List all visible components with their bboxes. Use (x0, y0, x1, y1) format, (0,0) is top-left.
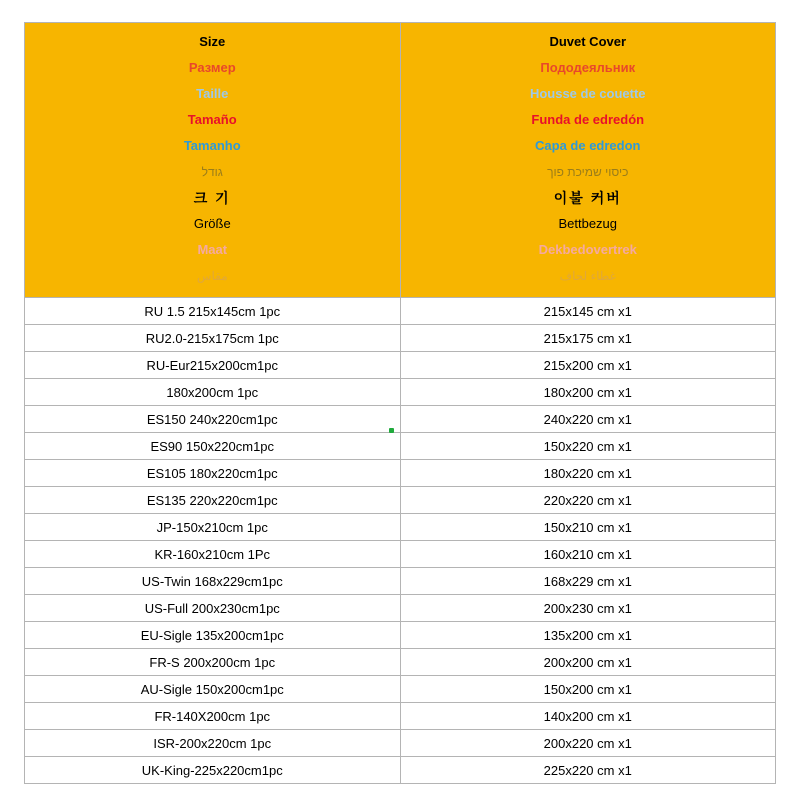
header-label-he: גודל (201, 165, 223, 179)
header-label-ko: 이불 커버 (553, 190, 622, 206)
cell-duvet-cover: 200x220 cm x1 (400, 730, 776, 757)
cell-duvet-cover: 225x220 cm x1 (400, 757, 776, 784)
cell-duvet-cover: 200x200 cm x1 (400, 649, 776, 676)
table-row (25, 325, 776, 352)
cell-duvet-cover: 180x220 cm x1 (400, 460, 776, 487)
cell-size: FR-140X200cm 1pc (25, 703, 401, 730)
header-label-he: כיסוי שמיכת פוך (547, 165, 629, 179)
green-marker-dot (389, 428, 394, 433)
cell-duvet-cover: 140x200 cm x1 (400, 703, 776, 730)
table-row (25, 568, 776, 595)
header-label-de: Bettbezug (558, 216, 618, 231)
table-row (25, 352, 776, 379)
cell-duvet-cover: 215x200 cm x1 (400, 352, 776, 379)
cell-duvet-cover: 215x175 cm x1 (400, 325, 776, 352)
cell-size: AU-Sigle 150x200cm1pc (25, 676, 401, 703)
table-row (25, 298, 776, 325)
cell-size: FR-S 200x200cm 1pc (25, 649, 401, 676)
table-row (25, 649, 776, 676)
cell-size: US-Full 200x230cm1pc (25, 595, 401, 622)
header-label-de: Größe (193, 216, 231, 231)
table-body (25, 23, 776, 784)
header-cell-size (25, 23, 401, 298)
header-label-fr: Taille (196, 86, 229, 101)
cell-size: ES135 220x220cm1pc (25, 487, 401, 514)
header-label-nl: Maat (197, 242, 228, 257)
table-row (25, 379, 776, 406)
cell-duvet-cover: 160x210 cm x1 (400, 541, 776, 568)
cell-size: JP-150x210cm 1pc (25, 514, 401, 541)
cell-size: ES90 150x220cm1pc (25, 433, 401, 460)
header-label-ru: Размер (188, 60, 236, 75)
cell-size: RU-Eur215x200cm1pc (25, 352, 401, 379)
cell-duvet-cover: 180x200 cm x1 (400, 379, 776, 406)
table-row (25, 433, 776, 460)
cell-duvet-cover: 240x220 cm x1 (400, 406, 776, 433)
header-label-en: Size (199, 34, 226, 49)
cell-size: ES150 240x220cm1pc (25, 406, 401, 433)
table-row (25, 757, 776, 784)
cell-duvet-cover: 168x229 cm x1 (400, 568, 776, 595)
table-row (25, 541, 776, 568)
cell-duvet-cover: 220x220 cm x1 (400, 487, 776, 514)
cell-duvet-cover: 150x210 cm x1 (400, 514, 776, 541)
table-header-row (25, 23, 776, 298)
table-row (25, 622, 776, 649)
header-label-ko: 크 기 (193, 190, 231, 206)
header-label-ar: مقاس (196, 269, 228, 283)
header-label-nl: Dekbedovertrek (538, 242, 637, 257)
cell-duvet-cover: 135x200 cm x1 (400, 622, 776, 649)
header-label-es: Funda de edredón (531, 112, 645, 127)
header-label-pt: Tamanho (183, 138, 241, 153)
header-label-en: Duvet Cover (549, 34, 627, 49)
cell-size: UK-King-225x220cm1pc (25, 757, 401, 784)
cell-size: 180x200cm 1pc (25, 379, 401, 406)
cell-size: US-Twin 168x229cm1pc (25, 568, 401, 595)
header-label-fr: Housse de couette (529, 86, 646, 101)
cell-duvet-cover: 150x200 cm x1 (400, 676, 776, 703)
header-size-labels (25, 23, 400, 297)
cell-size: RU 1.5 215x145cm 1pc (25, 298, 401, 325)
table-row (25, 676, 776, 703)
cell-size: RU2.0-215x175cm 1pc (25, 325, 401, 352)
table-row (25, 730, 776, 757)
cell-size: EU-Sigle 135x200cm1pc (25, 622, 401, 649)
cell-duvet-cover: 150x220 cm x1 (400, 433, 776, 460)
table-row (25, 703, 776, 730)
cell-size: ISR-200x220cm 1pc (25, 730, 401, 757)
header-label-ar: غطاء لحاف (559, 269, 616, 283)
size-chart-table (24, 22, 776, 784)
table-row (25, 487, 776, 514)
header-duvet-labels (401, 23, 776, 297)
cell-size: ES105 180x220cm1pc (25, 460, 401, 487)
cell-duvet-cover: 215x145 cm x1 (400, 298, 776, 325)
header-label-pt: Capa de edredon (535, 138, 641, 153)
cell-size: KR-160x210cm 1Pc (25, 541, 401, 568)
table-row (25, 406, 776, 433)
header-label-es: Tamaño (187, 112, 237, 127)
cell-duvet-cover: 200x230 cm x1 (400, 595, 776, 622)
table-row (25, 514, 776, 541)
header-label-ru: Пододеяльник (540, 60, 636, 75)
table-row (25, 460, 776, 487)
table-row (25, 595, 776, 622)
header-cell-duvet-cover (400, 23, 776, 298)
